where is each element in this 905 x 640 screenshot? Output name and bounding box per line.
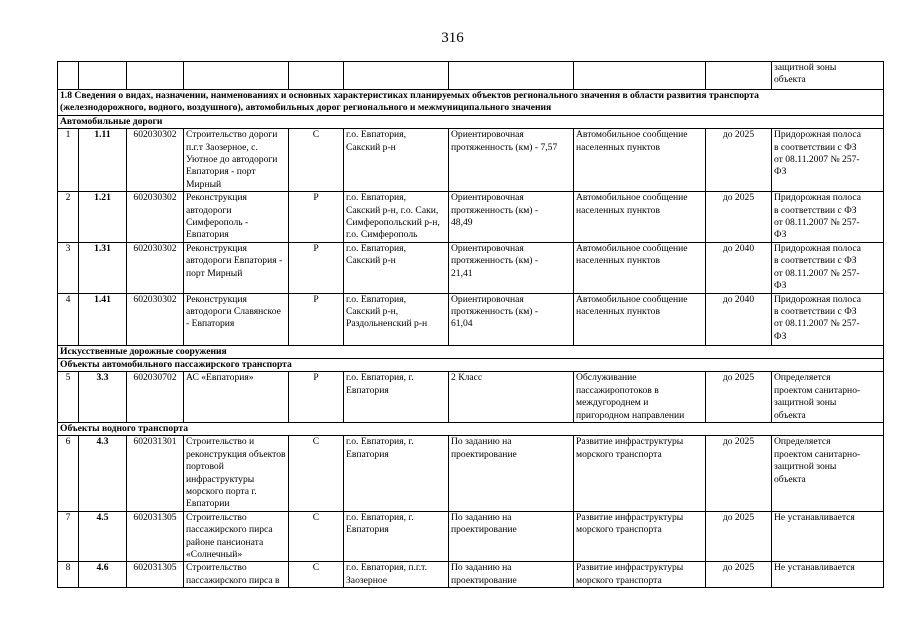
object-code: 602030702: [127, 372, 184, 423]
objects-table: [57, 61, 884, 588]
carry-over-text: защитной зоны объекта: [772, 62, 884, 90]
group-water: Объекты водного транспорта: [58, 422, 884, 435]
object-name: Строительство пассажирского пирса районе пансионата «Солнечный»: [184, 511, 289, 562]
object-characteristics: По заданию на проектирование: [449, 436, 574, 511]
object-id: 1.41: [79, 293, 127, 345]
object-purpose: Автомобильное сообщение населенных пунктов: [574, 129, 706, 192]
object-status: Р: [289, 192, 344, 243]
object-purpose: Автомобильное сообщение населенных пунктов: [574, 242, 706, 293]
row-number: 7: [58, 511, 79, 562]
section-title: 1.8 Сведения о видах, назначении, наименованиях и основных характеристиках планируемых объектов регионального значения в области развития транспорта (железнодорожного, водного, воздушного), автомобильных дорог регионального и межмуниципального значения: [58, 90, 884, 116]
group-artificial: Искусственные дорожные сооружения: [58, 345, 884, 358]
object-zone: Не устанавливается: [772, 562, 884, 588]
object-zone: Придорожная полоса в соответствии с ФЗ от 08.11.2007 № 257- ФЗ: [772, 293, 884, 345]
object-term: до 2040: [706, 242, 772, 293]
row-number: 6: [58, 436, 79, 511]
object-purpose: Автомобильное сообщение населенных пунктов: [574, 192, 706, 243]
object-location: г.о. Евпатория, Сакский р-н, г.о. Саки, Симферопольский р-н, г.о. Симферополь: [344, 192, 449, 243]
object-id: 1.31: [79, 242, 127, 293]
object-id: 3.3: [79, 372, 127, 423]
object-term: до 2025: [706, 192, 772, 243]
carry-over-row: [58, 62, 884, 90]
object-zone: Придорожная полоса в соответствии с ФЗ от 08.11.2007 № 257- ФЗ: [772, 192, 884, 243]
object-code: 602031305: [127, 562, 184, 588]
object-purpose: Развитие инфраструктуры морского транспорта: [574, 436, 706, 511]
object-name: Строительство дороги п.г.т Заозерное, с. Уютное до автодороги Евпатория - порт Мирный: [184, 129, 289, 192]
object-purpose: Развитие инфраструктуры морского транспорта: [574, 562, 706, 588]
object-code: 602030302: [127, 242, 184, 293]
row-number: 1: [58, 129, 79, 192]
object-code: 602031305: [127, 511, 184, 562]
object-zone: Определяется проектом санитарно- защитной зоны объекта: [772, 372, 884, 423]
object-code: 602030302: [127, 192, 184, 243]
row-number: 3: [58, 242, 79, 293]
object-location: г.о. Евпатория, п.г.т. Заозерное: [344, 562, 449, 588]
object-name: Реконструкция автодороги Евпатория - порт Мирный: [184, 242, 289, 293]
object-characteristics: По заданию на проектирование: [449, 562, 574, 588]
row-water-2: [58, 562, 884, 588]
object-status: С: [289, 511, 344, 562]
object-name: Реконструкция автодороги Симферополь - Евпатория: [184, 192, 289, 243]
row-water-1: [58, 511, 884, 562]
object-status: С: [289, 129, 344, 192]
object-zone: Придорожная полоса в соответствии с ФЗ от 08.11.2007 № 257- ФЗ: [772, 129, 884, 192]
object-code: 602030302: [127, 129, 184, 192]
object-term: до 2025: [706, 511, 772, 562]
object-id: 1.21: [79, 192, 127, 243]
object-status: Р: [289, 293, 344, 345]
object-location: г.о. Евпатория, г. Евпатория: [344, 511, 449, 562]
row-number: 4: [58, 293, 79, 345]
object-zone: Не устанавливается: [772, 511, 884, 562]
object-zone: Определяется проектом санитарно- защитной зоны объекта: [772, 436, 884, 511]
object-characteristics: Ориентировочная протяженность (км) - 7,57: [449, 129, 574, 192]
object-characteristics: По заданию на проектирование: [449, 511, 574, 562]
object-id: 1.11: [79, 129, 127, 192]
row-number: 5: [58, 372, 79, 423]
object-id: 4.3: [79, 436, 127, 511]
object-name: Строительство пассажирского пирса в: [184, 562, 289, 588]
object-term: до 2025: [706, 436, 772, 511]
object-status: Р: [289, 372, 344, 423]
object-status: Р: [289, 242, 344, 293]
object-name: Реконструкция автодороги Славянское - Евпатория: [184, 293, 289, 345]
row-roads-2: [58, 242, 884, 293]
object-purpose: Обслуживание пассажиропотоков в междугороднем и пригородном направлении: [574, 372, 706, 423]
row-number: 2: [58, 192, 79, 243]
row-number: 8: [58, 562, 79, 588]
group-artificial-row: [58, 345, 884, 358]
row-roads-0: [58, 129, 884, 192]
group-water-row: [58, 422, 884, 435]
object-code: 602031301: [127, 436, 184, 511]
object-term: до 2025: [706, 129, 772, 192]
group-roads-row: [58, 115, 884, 128]
object-purpose: Автомобильное сообщение населенных пунктов: [574, 293, 706, 345]
row-roads-1: [58, 192, 884, 243]
row-bus-0: [58, 372, 884, 423]
object-location: г.о. Евпатория, Сакский р-н, Раздольненский р-н: [344, 293, 449, 345]
object-term: до 2025: [706, 372, 772, 423]
object-term: до 2025: [706, 562, 772, 588]
page-number: 316: [441, 30, 464, 46]
object-location: г.о. Евпатория, Сакский р-н: [344, 129, 449, 192]
object-characteristics: Ориентировочная протяженность (км) - 21,41: [449, 242, 574, 293]
row-roads-3: [58, 293, 884, 345]
object-status: С: [289, 562, 344, 588]
object-term: до 2040: [706, 293, 772, 345]
object-code: 602030302: [127, 293, 184, 345]
row-water-0: [58, 436, 884, 511]
object-id: 4.6: [79, 562, 127, 588]
object-location: г.о. Евпатория, г. Евпатория: [344, 372, 449, 423]
object-purpose: Развитие инфраструктуры морского транспорта: [574, 511, 706, 562]
object-name: АС «Евпатория»: [184, 372, 289, 423]
group-passenger-row: [58, 358, 884, 371]
section-title-row: [58, 90, 884, 116]
object-zone: Придорожная полоса в соответствии с ФЗ от 08.11.2007 № 257- ФЗ: [772, 242, 884, 293]
object-characteristics: Ориентировочная протяженность (км) - 48,49: [449, 192, 574, 243]
object-characteristics: Ориентировочная протяженность (км) - 61,04: [449, 293, 574, 345]
object-status: С: [289, 436, 344, 511]
object-location: г.о. Евпатория, г. Евпатория: [344, 436, 449, 511]
object-location: г.о. Евпатория, Сакский р-н: [344, 242, 449, 293]
group-roads: Автомобильные дороги: [58, 115, 884, 128]
object-name: Строительство и реконструкция объектов портовой инфраструктуры морского порта г. Евпатории: [184, 436, 289, 511]
object-id: 4.5: [79, 511, 127, 562]
object-characteristics: 2 Класс: [449, 372, 574, 423]
group-passenger: Объекты автомобильного пассажирского транспорта: [58, 358, 884, 371]
